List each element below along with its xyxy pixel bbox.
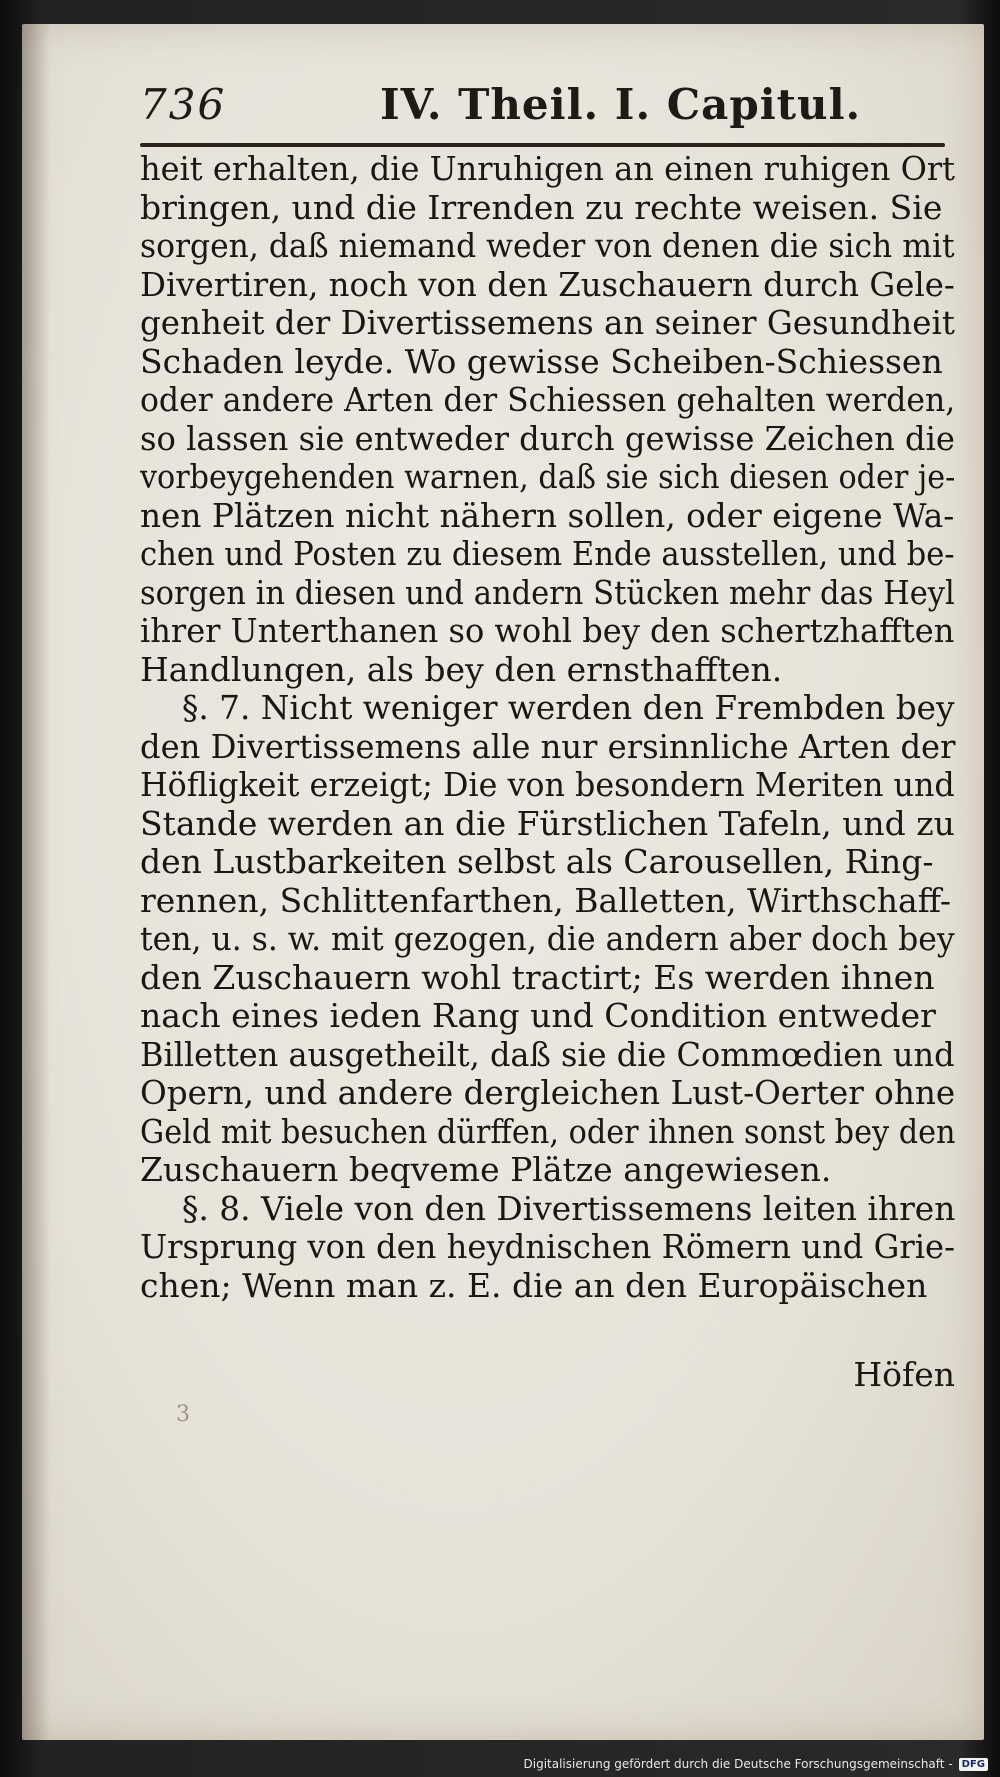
text-line: nen Plätzen nicht nähern sollen, oder eigene Wa- (140, 495, 955, 535)
text-line: sorgen in diesen und andern Stücken mehr das Heyl (140, 572, 955, 612)
text-line: nach eines ieden Rang und Condition entweder (140, 996, 936, 1035)
text-line: chen und Posten zu diesem Ende ausstellen, und be- (140, 534, 955, 573)
text-line: den Lustbarkeiten selbst als Carousellen, Ring- (140, 842, 934, 881)
header-rule (140, 143, 945, 147)
faint-pencil-mark: 3 (176, 1402, 192, 1427)
text-line: heit erhalten, die Unruhigen an einen ruhigen Ort (140, 149, 956, 188)
text-line: ihrer Unterthanen so wohl bey den schertzhafften (140, 611, 955, 650)
text-line: Divertiren, noch von den Zuschauern durch Gele- (140, 264, 955, 304)
catchword: Höfen (853, 1355, 955, 1394)
text-line: Stande werden an die Fürstlichen Tafeln, und zu (140, 803, 955, 843)
text-line: Schaden leyde. Wo gewisse Scheiben-Schiessen (140, 341, 943, 381)
text-line: ten, u. s. w. mit gezogen, die andern aber doch bey (140, 919, 955, 958)
page-number: 736 (140, 80, 227, 129)
dfg-logo: DFG (959, 1758, 988, 1771)
body-text (140, 150, 955, 1305)
text-line: rennen, Schlittenfarthen, Balletten, Wirthschaff- (140, 880, 952, 920)
text-line: chen; Wenn man z. E. die an den Europäischen (140, 1265, 928, 1305)
text-line: sorgen, daß niemand weder von denen die sich mit (140, 226, 955, 265)
text-line: so lassen sie entweder durch gewisse Zeichen die (140, 418, 955, 458)
text-line: Höfligkeit erzeigt; Die von besondern Meriten und (140, 765, 955, 804)
text-line: Billetten ausgetheilt, daß sie die Commœdien und (140, 1034, 955, 1074)
paragraph-start: §. 8. Viele von den Divertissemens leiten ihren (182, 1188, 956, 1228)
text-line: Ursprung von den heydnischen Römern und Grie- (140, 1227, 956, 1266)
text-line: bringen, und die Irrenden zu rechte weisen. Sie (140, 187, 943, 227)
text-line: den Zuschauern wohl tractirt; Es werden ihnen (140, 957, 935, 997)
running-head (140, 80, 940, 140)
running-title: IV. Theil. I. Capitul. (380, 80, 862, 129)
gutter-shadow (22, 24, 50, 1740)
text-line: Handlungen, als bey den ernsthafften. (140, 649, 783, 689)
text-line: Zuschauern beqveme Plätze angewiesen. (140, 1150, 832, 1189)
text-line: vorbeygehenden warnen, daß sie sich diesen oder je- (140, 457, 956, 496)
digitization-footer (524, 1757, 989, 1771)
text-line: Opern, und andere dergleichen Lust-Oerter ohne (140, 1073, 956, 1112)
text-line: oder andere Arten der Schiessen gehalten werden, (140, 380, 956, 419)
text-line: genheit der Divertissemens an seiner Gesundheit (140, 303, 955, 342)
paragraph-start: §. 7. Nicht weniger werden den Frembden bey (182, 688, 955, 727)
footer-credit: Digitalisierung gefördert durch die Deutsche Forschungsgemeinschaft - (523, 1757, 953, 1771)
text-line: den Divertissemens alle nur ersinnliche Arten der (140, 726, 956, 766)
text-line: Geld mit besuchen dürffen, oder ihnen sonst bey den (140, 1111, 956, 1151)
